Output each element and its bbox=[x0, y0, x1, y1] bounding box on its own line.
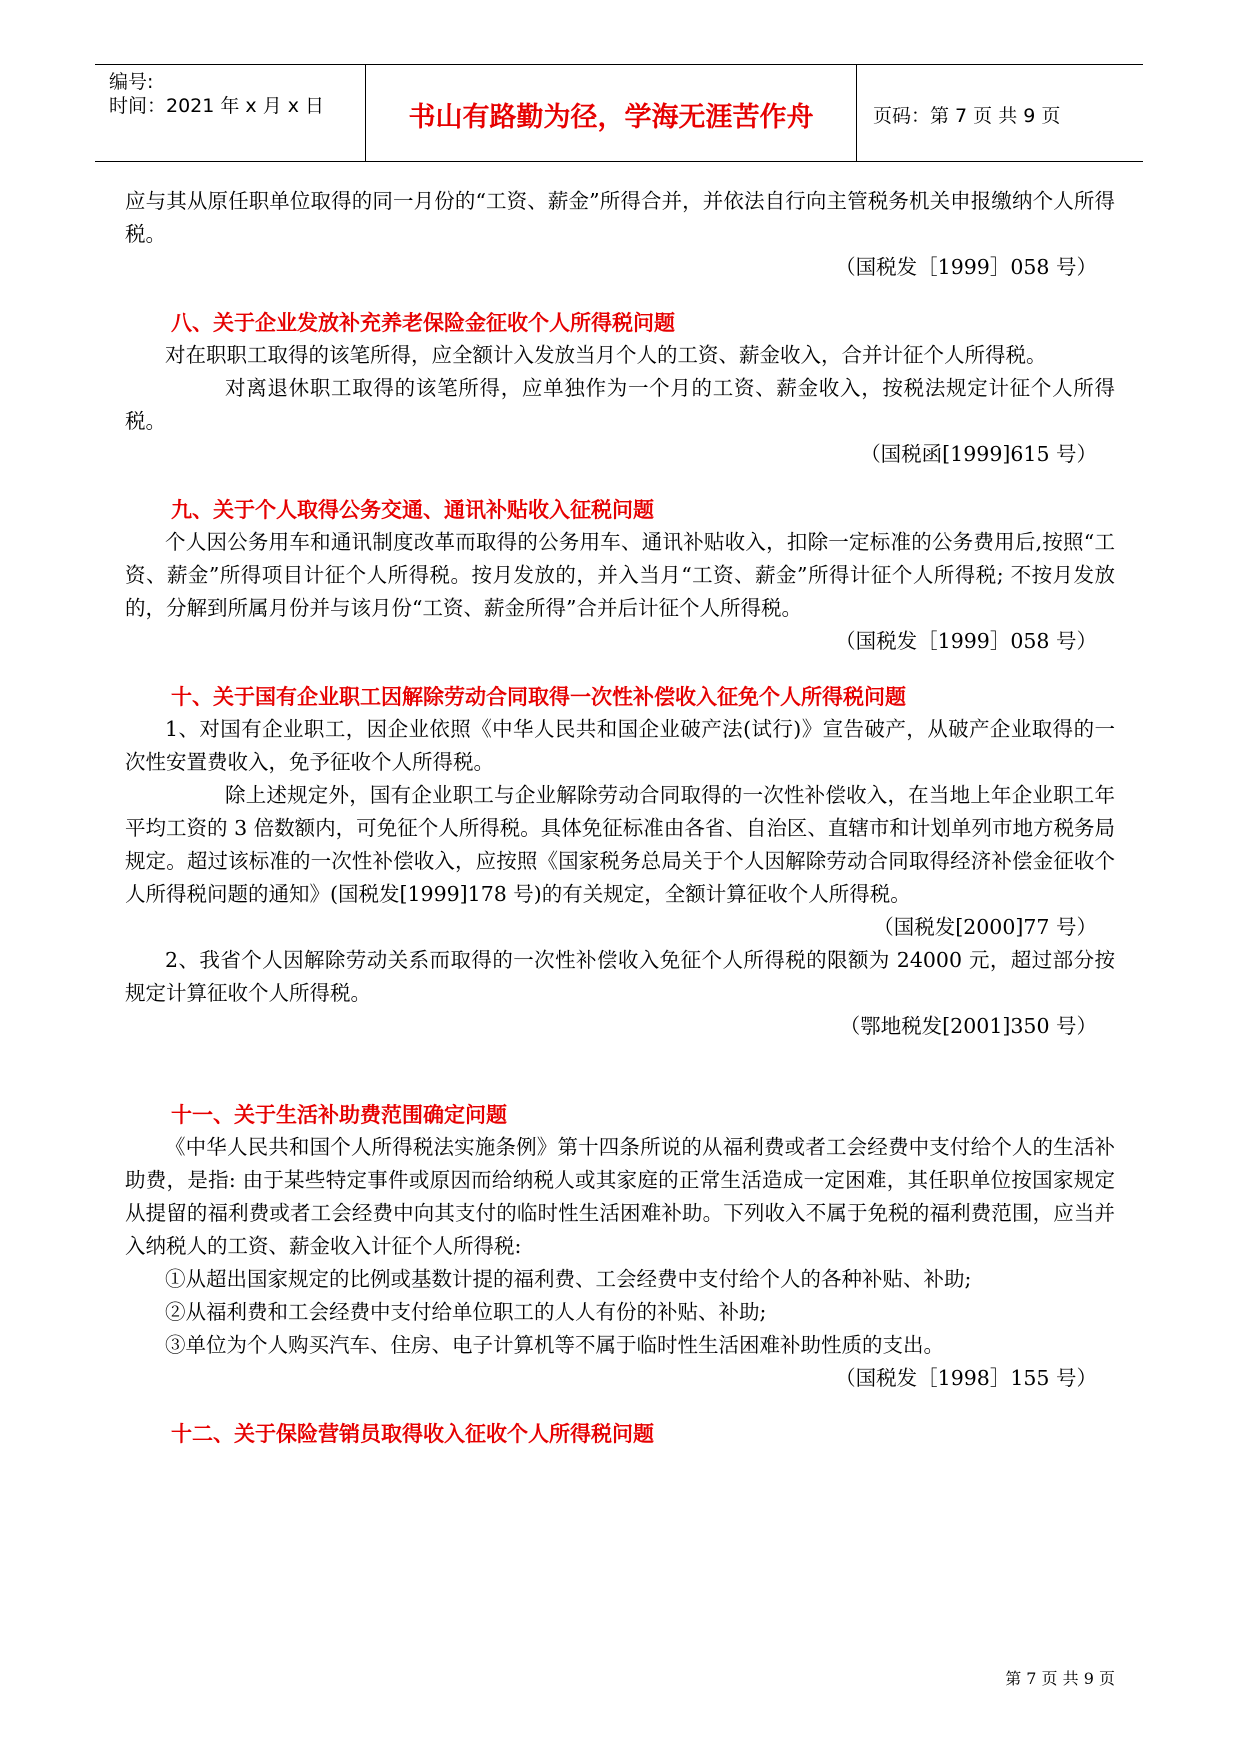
paragraph: 对离退休职工取得的该笔所得，应单独作为一个月的工资、薪金收入，按税法规定计征个人所得税。 bbox=[125, 376, 1115, 433]
paragraph: 2、我省个人因解除劳动关系而取得的一次性补偿收入免征个人所得税的限额为 24000 元，超过部分按规定计算征收个人所得税。 bbox=[125, 948, 1115, 1005]
paragraph: 除上述规定外，国有企业职工与企业解除劳动合同取得的一次性补偿收入，在当地上年企业职工年平均工资的 3 倍数额内，可免征个人所得税。具体免征标准由各省、自治区、直辖市和计划单列市地方税务局规定。超过该标准的一次性补偿收入，应按照《国家税务总局关于个人因解除劳动合同取得经济补偿金征收个人所得税问题的通知》(国税发[1999]178 号)的有关规定，全额计算征收个人所得税。 bbox=[125, 783, 1115, 906]
page-header bbox=[95, 64, 1143, 162]
paragraph: 个人因公务用车和通讯制度改革而取得的公务用车、通讯补贴收入，扣除一定标准的公务费用后,按照“工资、薪金”所得项目计征个人所得税。按月发放的，并入当月“工资、薪金”所得计征个人所得税; 不按月发放的，分解到所属月份并与该月份“工资、薪金所得”合并后计征个人所得税。 bbox=[125, 530, 1115, 620]
paragraph: 对在职职工取得的该笔所得，应全额计入发放当月个人的工资、薪金收入，合并计征个人所得税。 bbox=[165, 343, 1047, 367]
header-page-cell bbox=[855, 65, 1143, 161]
section-heading-12: 十二、关于保险营销员取得收入征收个人所得税问题 bbox=[171, 1421, 654, 1446]
section-heading-10: 十、关于国有企业职工因解除劳动合同取得一次性补偿收入征免个人所得税问题 bbox=[171, 684, 906, 709]
document-number-label: 编号: bbox=[109, 71, 154, 93]
header-info-cell bbox=[95, 65, 365, 161]
paragraph: 应与其从原任职单位取得的同一月份的“工资、薪金”所得合并，并依法自行向主管税务机关申报缴纳个人所得税。 bbox=[125, 189, 1115, 246]
document-reference: （国税发[2000]77 号） bbox=[873, 915, 1097, 939]
list-item: ①从超出国家规定的比例或基数计提的福利费、工会经费中支付给个人的各种补贴、补助; bbox=[165, 1267, 972, 1291]
paragraph: 《中华人民共和国个人所得税法实施条例》第十四条所说的从福利费或者工会经费中支付给个人的生活补助费，是指: 由于某些特定事件或原因而给纳税人或其家庭的正常生活造成一定困难，其任职单位按国家规定从提留的福利费或者工会经费中向其支付的临时性生活困难补助。下列收入不属于免税的福利费范围，应当并入纳税人的工资、薪金收入计征个人所得税: bbox=[125, 1135, 1115, 1258]
document-time-label: 时间：2021 年 x 月 x 日 bbox=[109, 95, 325, 117]
document-reference: （鄂地税发[2001]350 号） bbox=[839, 1014, 1097, 1038]
document-body bbox=[125, 185, 1115, 1450]
section-heading-9: 九、关于个人取得公务交通、通讯补贴收入征税问题 bbox=[171, 497, 654, 522]
header-motto: 书山有路勤为径，学海无涯苦作舟 bbox=[408, 102, 814, 133]
header-motto-cell bbox=[365, 65, 857, 161]
document-reference: （国税发［1998］155 号） bbox=[835, 1366, 1097, 1390]
list-item: ②从福利费和工会经费中支付给单位职工的人人有份的补贴、补助; bbox=[165, 1300, 767, 1324]
document-reference: （国税发［1999］058 号） bbox=[835, 629, 1097, 653]
document-reference: （国税函[1999]615 号） bbox=[860, 442, 1097, 466]
section-heading-11: 十一、关于生活补助费范围确定问题 bbox=[171, 1102, 507, 1127]
paragraph: 1、对国有企业职工，因企业依照《中华人民共和国企业破产法(试行)》宣告破产，从破产企业取得的一次性安置费收入，免予征收个人所得税。 bbox=[125, 717, 1115, 774]
header-page-number: 页码：第 7 页 共 9 页 bbox=[873, 105, 1061, 127]
list-item: ③单位为个人购买汽车、住房、电子计算机等不属于临时性生活困难补助性质的支出。 bbox=[165, 1333, 944, 1357]
section-heading-8: 八、关于企业发放补充养老保险金征收个人所得税问题 bbox=[171, 310, 675, 335]
document-reference: （国税发［1999］058 号） bbox=[835, 255, 1097, 279]
page-footer: 第 7 页 共 9 页 bbox=[1005, 1669, 1115, 1688]
